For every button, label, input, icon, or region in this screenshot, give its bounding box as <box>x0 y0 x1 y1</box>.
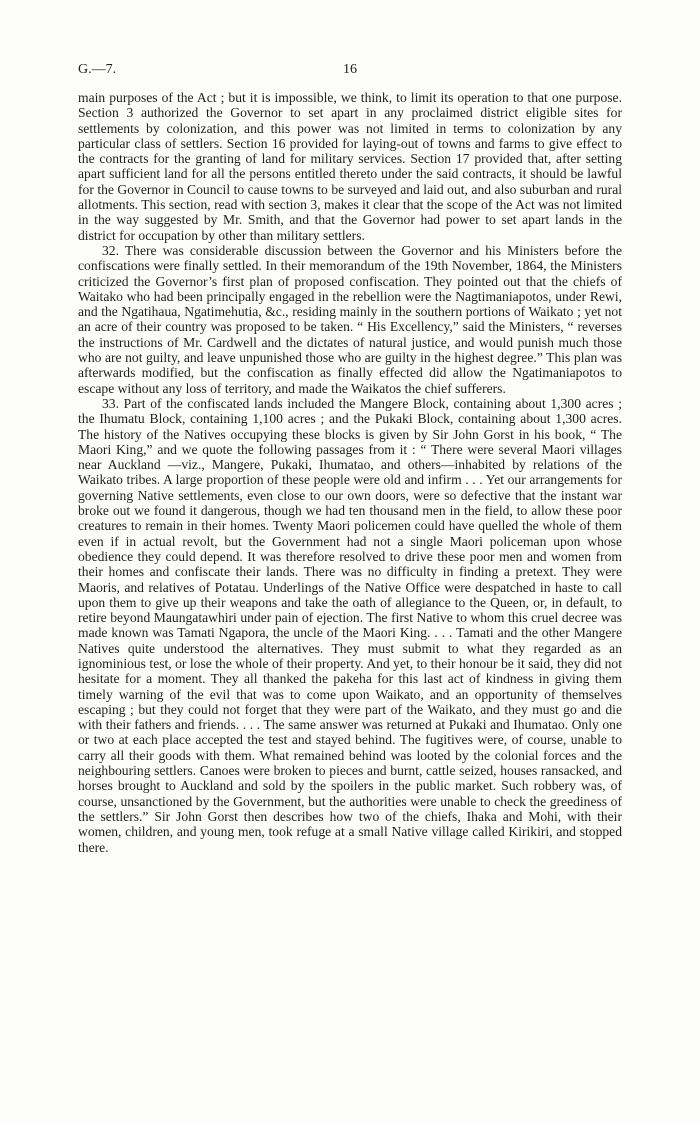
paragraph-text: main purposes of the Act ; but it is impossible, we think, to limit its operation to that one purpose. Section 3 authorized the Governor to set apart in any proclaimed district eligible sites for settlements by colonization, and this power was not limited in terms to colonization by any particular class of settlers. Section 16 provided for laying-out of towns and farms to give effect to the contracts for the granting of land for military services. Section 17 provided that, after setting apart sufficient land for all the persons entitled thereto under the said contracts, it should be lawful for the Governor in Council to cause towns to be surveyed and laid out, and also suburban and rural allotments. This section, read with section 3, makes it clear that the scope of the Act was not limited in the way suggested by Mr. Smith, and that the Governor had power to set apart lands in the district for occupation by other than military settlers. <box>78 90 622 243</box>
paragraph-continuation <box>78 90 622 243</box>
page-header <box>78 62 622 82</box>
paragraph-number: 33. <box>102 395 119 411</box>
paragraph-32 <box>78 243 622 396</box>
paragraph-number: 32. <box>102 242 119 258</box>
document-reference: G.—7. <box>78 62 117 77</box>
paragraph-text: There was considerable discussion between the Governor and his Ministers before the confiscations were finally settled. In their memorandum of the 19th November, 1864, the Ministers criticized the Governor’s first plan of proposed confiscation. They pointed out that the chiefs of Waitako who had been principally engaged in the rebellion were the Nagtimaniapotos, under Rewi, and the Ngatihaua, Ngatimehutia, &c., residing mainly in the southern portions of Waikato ; yet not an acre of their country was proposed to be taken. “ His Excellency,” said the Ministers, “ reverses the instructions of Mr. Cardwell and the dictates of natural justice, and would punish much those who are not guilty, and leave unpunished those who are guilty in the highest degree.” This plan was afterwards modified, but the confiscation as finally effected did allow the Ngatimaniapotos to escape without any loss of territory, and made the Waikatos the chief sufferers. <box>78 242 623 396</box>
page-number: 16 <box>343 62 357 77</box>
paragraph-text: Part of the confiscated lands included the Mangere Block, containing about 1,300 acres ; the Ihumatu Block, containing 1,100 acres ; and the Pukaki Block, containing about 1,300 acres. The history of the Natives occupying these blocks is given by Sir John Gorst in his book, “ The Maori King,” and we quote the following passages from it : “ There were several Maori villages near Auckland —viz., Mangere, Pukaki, Ihumatao, and others—inhabited by relations of the Waikato tribes. A large proportion of these people were old and infirm . . . Yet our arrangements for governing Native settlements, even close to our own doors, were so defective that the instant war broke out we found it dangerous, though we had ten thousand men in the field, to allow these poor creatures to remain in their homes. Twenty Maori policemen could have quelled the whole of them even if in actual revolt, but the Government had not a single Maori policeman upon whose obedience they could depend. It was therefore resolved to drive these poor men and women from their homes and confiscate their lands. There was no difficulty in finding a pretext. They were Maoris, and relatives of Potatau. Underlings of the Native Office were despatched in haste to call upon them to give up their weapons and take the oath of allegiance to the Queen, or, in default, to retire beyond Maungatawhiri under pain of ejection. The first Native to whom this cruel decree was made known was Tamati Ngapora, the uncle of the Maori King. . . . Tamati and the other Mangere Natives quite understood the alternatives. They must submit to what they regarded as an ignominious test, or lose the whole of their property. And yet, to their honour be it said, they did not hesitate for a moment. They all thanked the pakeha for this last act of kindness in giving them timely warning of the evil that was to come upon Waikato, and an opportunity of themselves escaping ; but they could not forget that they were part of the Waikato, and they must go and die with their fathers and friends. . . . The same answer was returned at Pukaki and Ihumatao. Only one or two at each place accepted the test and stayed behind. The fugitives were, of course, unable to carry all their goods with them. What remained behind was looted by the colonial forces and the neighbouring settlers. Canoes were broken to pieces and burnt, cattle seized, houses ransacked, and horses brought to Auckland and sold by the spoilers in the public market. Such robbery was, of course, unsanctioned by the Government, but the authorities were unable to check the greediness of the settlers.” Sir John Gorst then describes how two of the chiefs, Ihaka and Mohi, with their women, children, and young men, took refuge at a small Native village called Kirikiri, and stopped there. <box>78 395 622 855</box>
paragraph-33 <box>78 396 622 855</box>
document-body <box>78 90 622 855</box>
